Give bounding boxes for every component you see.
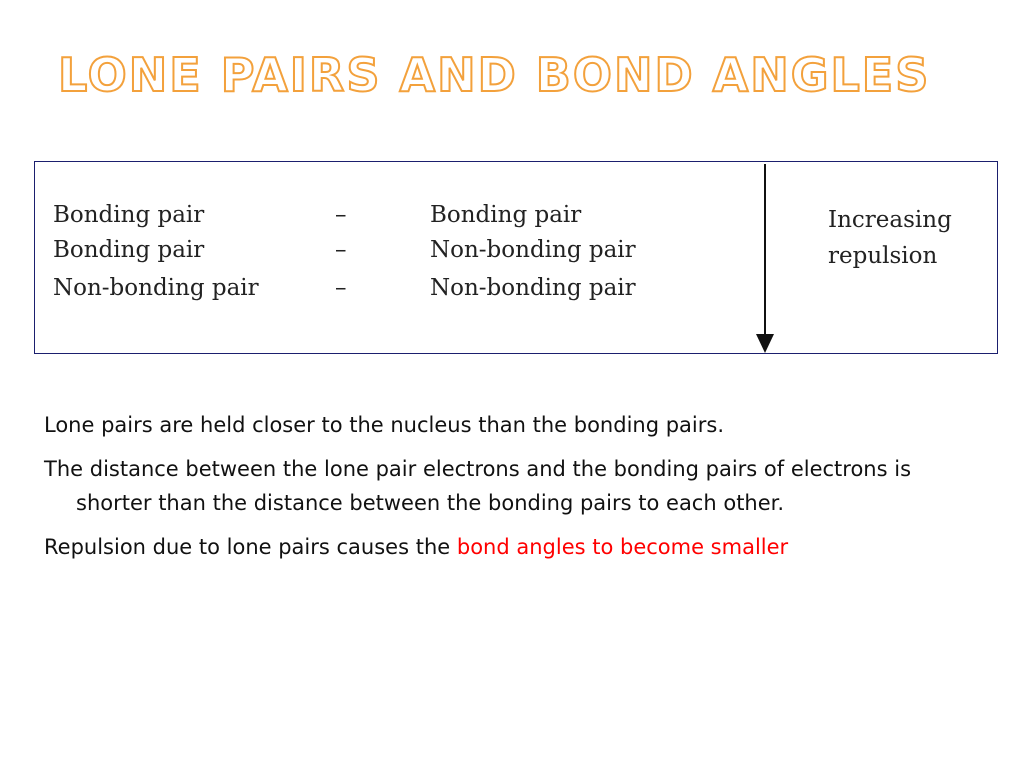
row-left-label: Bonding pair <box>53 237 205 263</box>
table-row <box>35 237 755 267</box>
row-right-label: Bonding pair <box>430 202 582 228</box>
paragraph-3-prefix: Repulsion due to lone pairs causes the <box>44 535 457 559</box>
increasing-repulsion-label <box>828 202 952 274</box>
row-separator: – <box>335 237 347 263</box>
table-row <box>35 202 755 232</box>
body-text <box>44 408 974 574</box>
row-separator: – <box>335 275 347 301</box>
slide-title: LONE PAIRS AND BOND ANGLES <box>58 48 931 102</box>
row-right-label: Non-bonding pair <box>430 237 636 263</box>
paragraph-1: Lone pairs are held closer to the nucleus than the bonding pairs. <box>44 413 724 437</box>
row-left-label: Bonding pair <box>53 202 205 228</box>
paragraph-3 <box>44 530 974 564</box>
down-arrow-icon <box>750 162 780 355</box>
arrow-head <box>756 334 774 353</box>
paragraph-2: The distance between the lone pair electrons and the bonding pairs of electrons is shorter than the distance between the bonding pairs to each other. <box>44 457 912 515</box>
bond-angles-highlight: bond angles to become smaller <box>456 535 789 559</box>
repulsion-table <box>34 161 998 354</box>
side-label-line2: repulsion <box>828 243 938 269</box>
row-separator: – <box>335 202 347 228</box>
row-right-label: Non-bonding pair <box>430 275 636 301</box>
row-left-label: Non-bonding pair <box>53 275 259 301</box>
table-row <box>35 275 755 305</box>
side-label-line1: Increasing <box>828 207 952 233</box>
